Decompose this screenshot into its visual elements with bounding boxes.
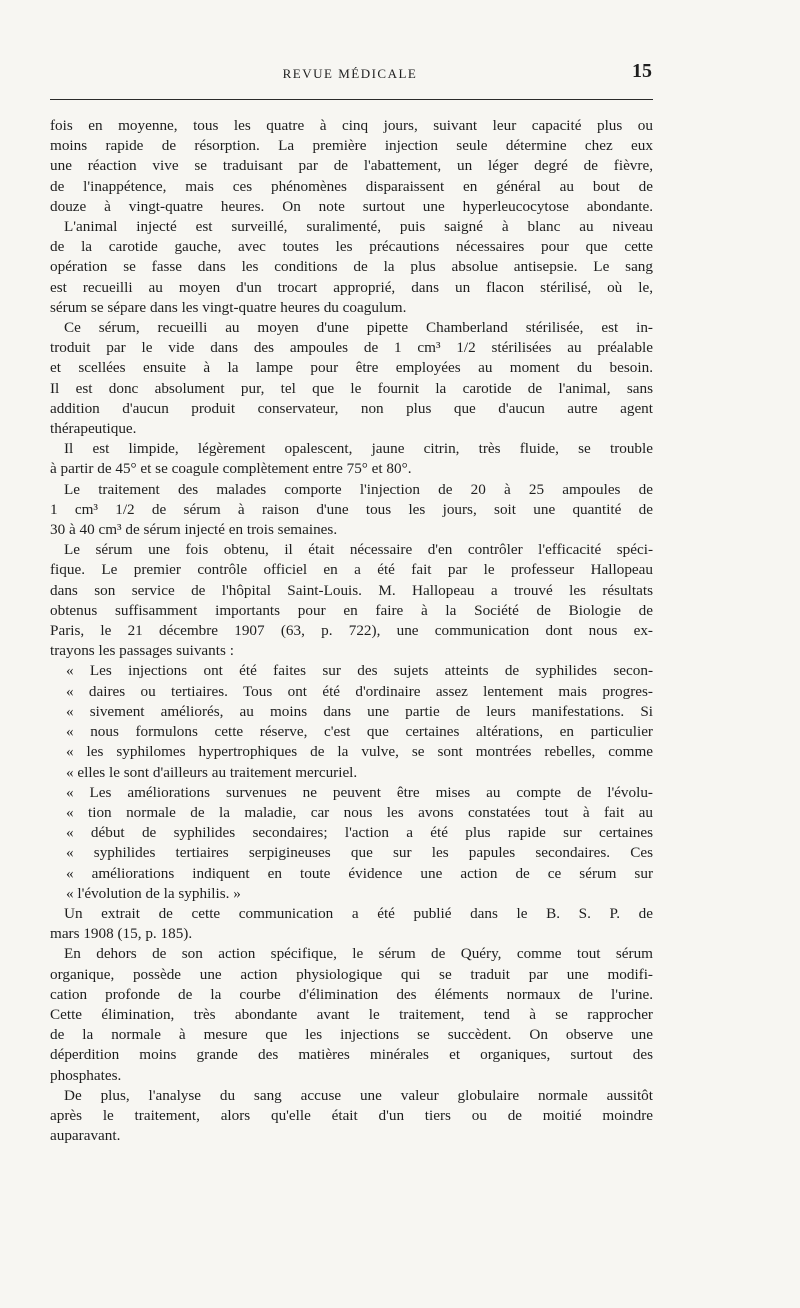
text-line: une réaction vive se traduisant par de l'abattement, un léger degré de fièvre, — [50, 157, 653, 175]
text-line: « Les améliorations survenues ne peuvent être mises au compte de l'évolu- — [66, 783, 653, 801]
page-header — [50, 60, 650, 90]
text-line: Il est donc absolument pur, tel que le fournit la carotide de l'animal, sans — [50, 379, 653, 397]
text-line: « sivement améliorés, au moins dans une partie de leurs manifestations. Si — [66, 702, 653, 720]
text-line: « l'évolution de la syphilis. » — [66, 884, 241, 902]
page-number: 15 — [632, 60, 652, 82]
text-line: Paris, le 21 décembre 1907 (63, p. 722), une communication dont nous ex- — [50, 622, 653, 640]
running-title: REVUE MÉDICALE — [282, 66, 418, 81]
text-line: thérapeutique. — [50, 420, 137, 438]
text-line: organique, possède une action physiologique qui se traduit par une modifi- — [50, 965, 653, 983]
text-line: fois en moyenne, tous les quatre à cinq jours, suivant leur capacité plus ou — [50, 117, 653, 134]
text-line: cation profonde de la courbe d'élimination des éléments normaux de l'urine. — [50, 985, 653, 1003]
text-line: « daires ou tertiaires. Tous ont été d'ordinaire assez lentement mais progres- — [66, 682, 653, 700]
text-line: Ce sérum, recueilli au moyen d'une pipette Chamberland stérilisée, est in- — [64, 319, 653, 337]
text-line: 1 cm³ 1/2 de sérum à raison d'une tous les jours, soit une quantité de — [50, 500, 653, 518]
text-line: auparavant. — [50, 1127, 121, 1145]
text-line: fique. Le premier contrôle officiel en a été fait par le professeur Hallopeau — [50, 561, 653, 579]
text-line: « nous formulons cette réserve, c'est que certaines altérations, en particulier — [66, 723, 653, 741]
text-line: troduit par le vide dans des ampoules de 1 cm³ 1/2 stérilisées au préalable — [50, 339, 653, 357]
text-line: phosphates. — [50, 1066, 122, 1084]
text-line: à partir de 45° et se coagule complètement entre 75° et 80°. — [50, 460, 412, 478]
text-line: Cette élimination, très abondante avant le traitement, tend à se rapprocher — [50, 1005, 653, 1023]
text-line: douze à vingt-quatre heures. On note surtout une hyperleucocytose abondante. — [50, 197, 653, 215]
text-line: 30 à 40 cm³ de sérum injecté en trois semaines. — [50, 521, 338, 539]
text-line: déperdition moins grande des matières minérales et organiques, surtout des — [50, 1046, 653, 1064]
text-line: En dehors de son action spécifique, le sérum de Quéry, comme tout sérum — [64, 945, 653, 963]
text-line: de la carotide gauche, avec toutes les précautions nécessaires pour que cette — [50, 238, 653, 256]
text-line: opération se fasse dans les conditions de la plus absolue antisepsie. Le sang — [50, 258, 653, 276]
text-line: dans son service de l'hôpital Saint-Louis. M. Hallopeau a trouvé les résultats — [50, 581, 653, 599]
text-line: Il est limpide, légèrement opalescent, jaune citrin, très fluide, se trouble — [64, 440, 653, 458]
text-line: « tion normale de la maladie, car nous les avons constatées tout à fait au — [66, 803, 653, 821]
text-line: « les syphilomes hypertrophiques de la vulve, se sont montrées rebelles, comme — [66, 743, 653, 761]
text-line: mars 1908 (15, p. 185). — [50, 925, 193, 943]
text-line: de l'inappétence, mais ces phénomènes disparaissent en général au bout de — [50, 177, 653, 195]
text-line: Un extrait de cette communication a été publié dans le B. S. P. de — [64, 904, 653, 922]
header-rule — [50, 99, 653, 100]
text-line: et scellées ensuite à la lampe pour être employées au moment du besoin. — [50, 359, 653, 377]
body-text — [50, 116, 653, 1146]
text-line: addition d'aucun produit conservateur, non plus que d'aucun autre agent — [50, 399, 653, 417]
text-line: « syphilides tertiaires serpigineuses que sur les papules secondaires. Ces — [66, 844, 653, 862]
text-line: est recueilli au moyen d'un trocart approprié, dans un flacon stérilisé, où le, — [50, 278, 653, 296]
text-line: après le traitement, alors qu'elle était d'un tiers ou de moitié moindre — [50, 1106, 653, 1124]
text-line: « elles le sont d'ailleurs au traitement mercuriel. — [66, 763, 358, 781]
text-line: trayons les passages suivants : — [50, 642, 234, 660]
text-line: sérum se sépare dans les vingt-quatre heures du coagulum. — [50, 298, 407, 316]
text-line: L'animal injecté est surveillé, suralimenté, puis saigné à blanc au niveau — [64, 218, 653, 236]
text-line: moins rapide de résorption. La première injection seule détermine chez eux — [50, 137, 653, 155]
text-line: obtenus suffisamment importants pour en faire à la Société de Biologie de — [50, 601, 653, 619]
text-line: De plus, l'analyse du sang accuse une valeur globulaire normale aussitôt — [64, 1086, 653, 1104]
text-line: Le sérum une fois obtenu, il était nécessaire d'en contrôler l'efficacité spéci- — [64, 541, 653, 559]
text-line: « début de syphilides secondaires; l'action a été plus rapide sur certaines — [66, 824, 653, 842]
text-line: Le traitement des malades comporte l'injection de 20 à 25 ampoules de — [64, 480, 653, 498]
text-line: de la normale à mesure que les injections se succèdent. On observe une — [50, 1026, 653, 1044]
text-line: « améliorations indiquent en toute évidence une action de ce sérum sur — [66, 864, 653, 882]
text-line: « Les injections ont été faites sur des sujets atteints de syphilides secon- — [66, 662, 653, 680]
